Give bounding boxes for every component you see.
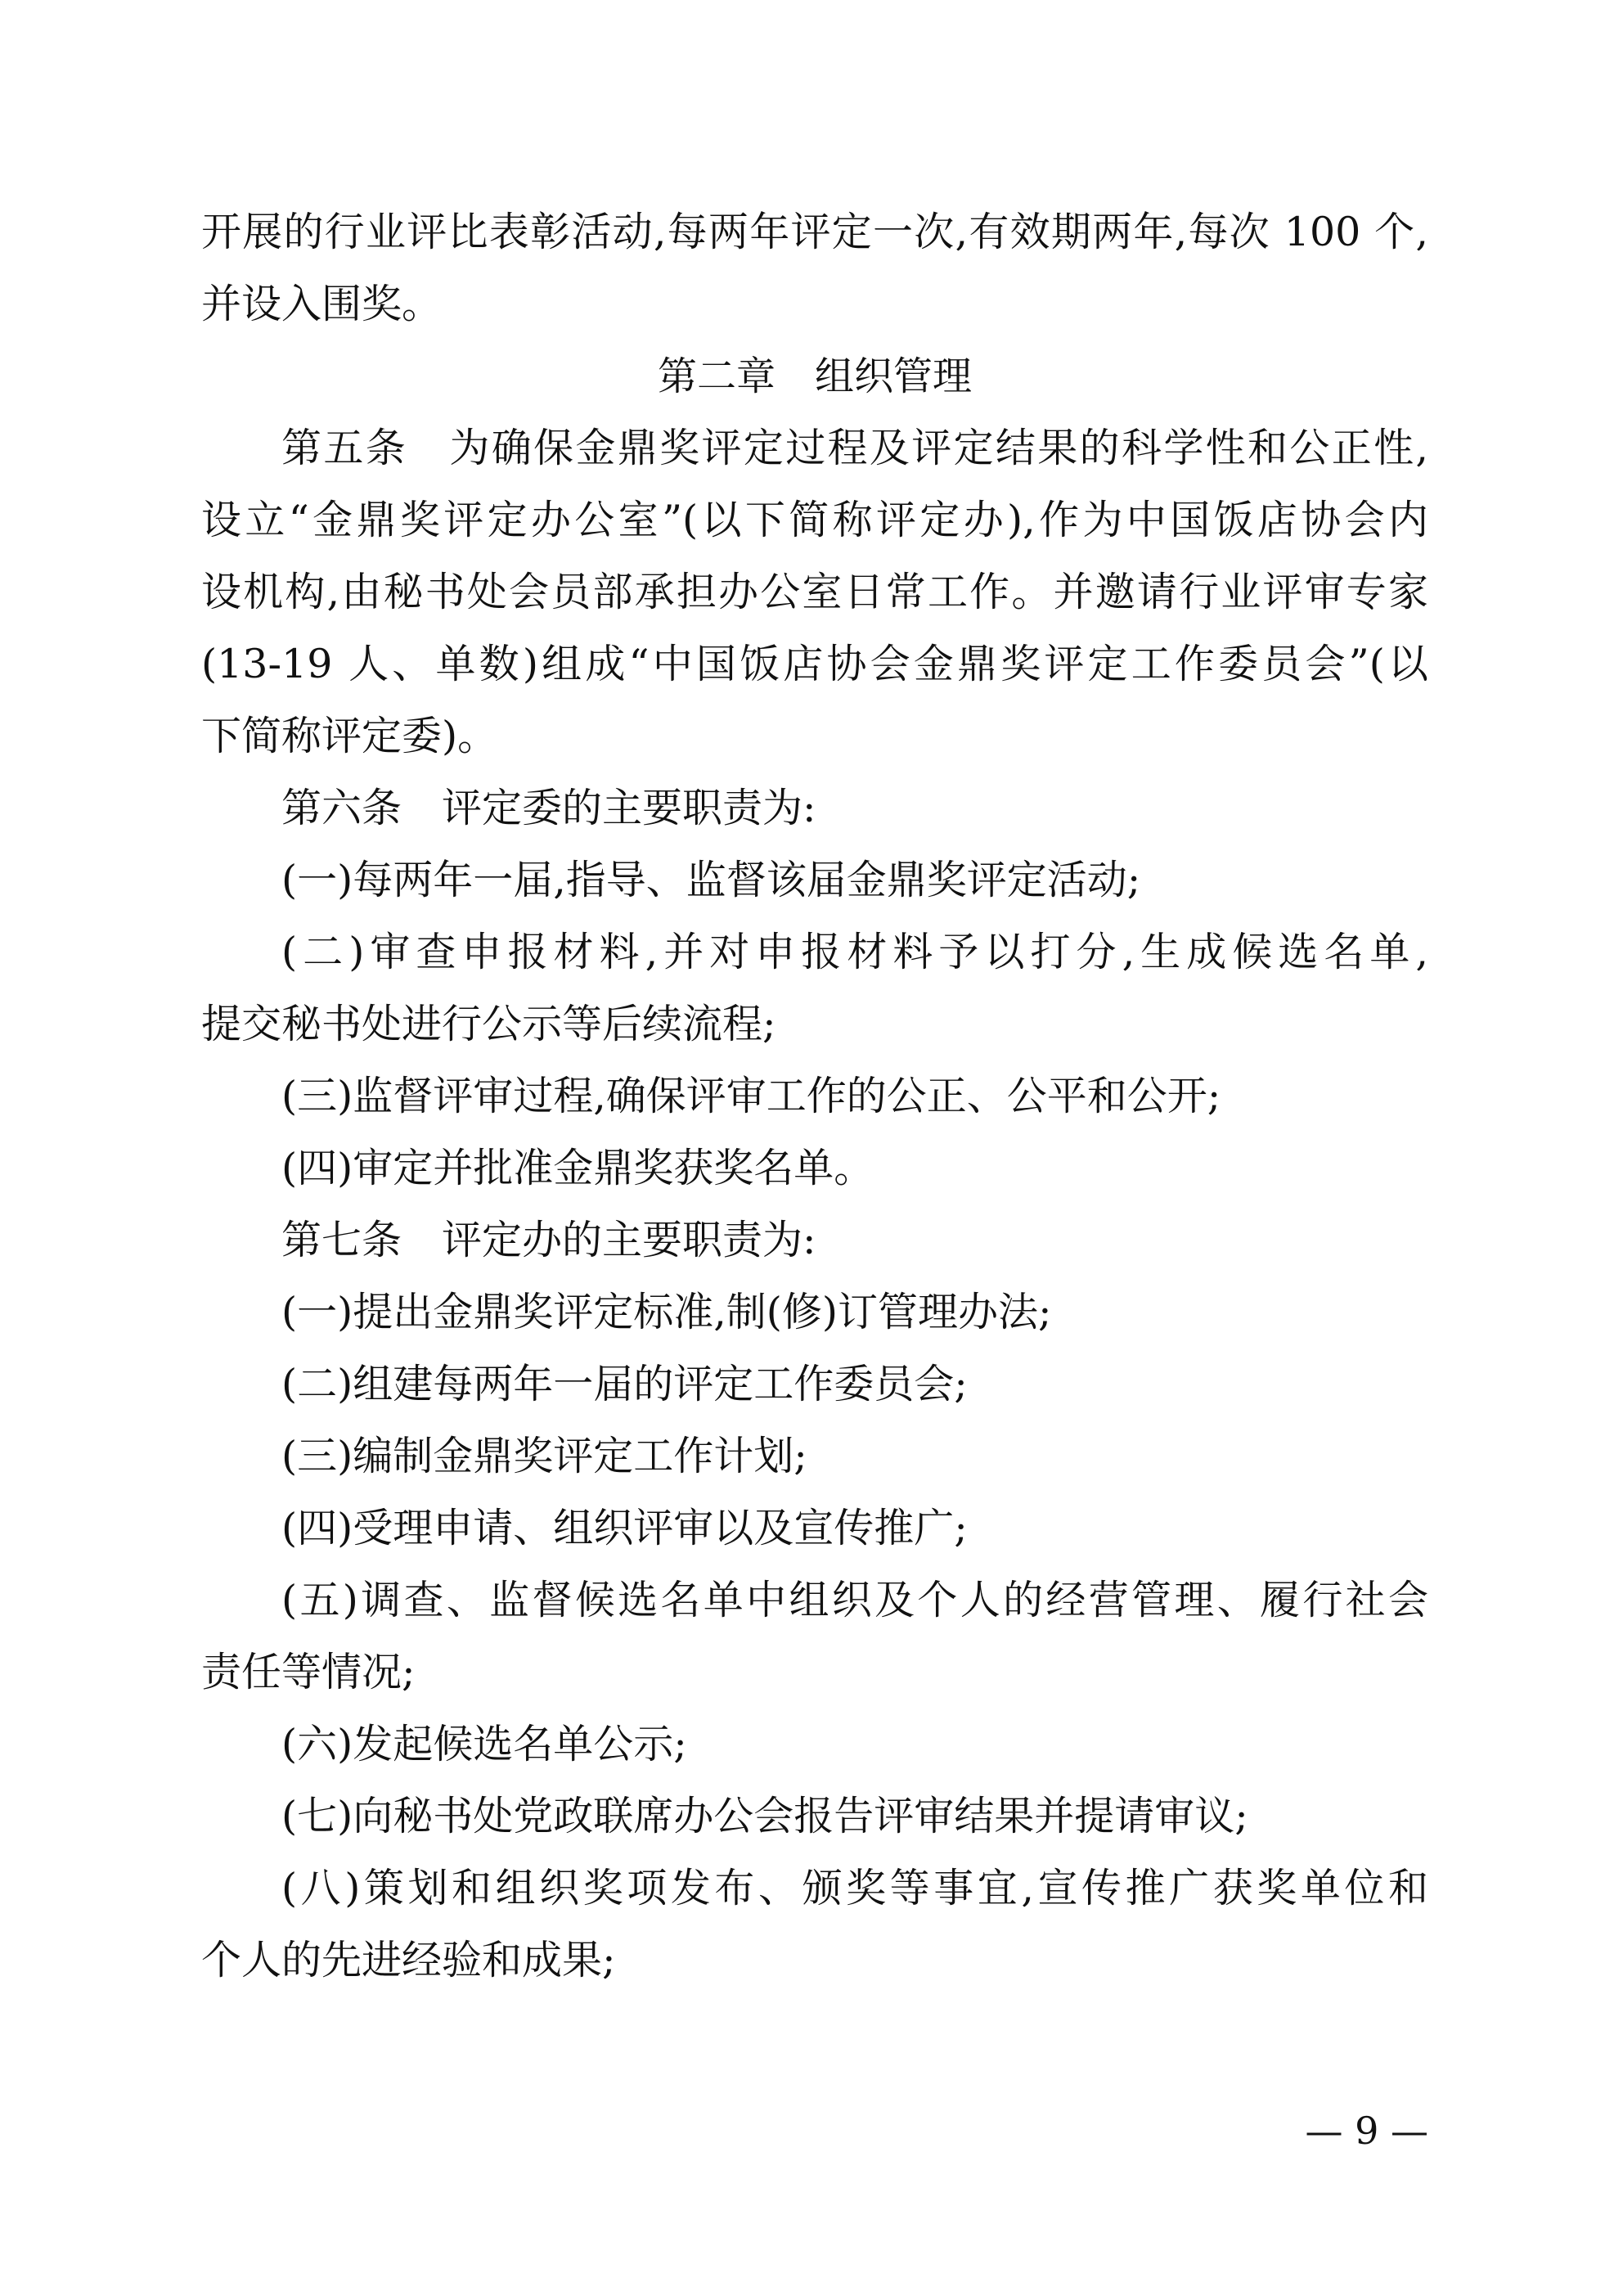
paragraph-line: 并设入围奖。 <box>201 281 443 327</box>
article-7-item: (六)发起候选名单公示; <box>281 1721 687 1767</box>
chapter-title: 第二章 组织管理 <box>657 353 972 399</box>
article-7-item: 责任等情况; <box>201 1649 416 1695</box>
article-6-title: 第六条 评定委的主要职责为: <box>281 785 816 831</box>
article-7-item: (三)编制金鼎奖评定工作计划; <box>281 1433 807 1479</box>
article-6-item: (三)监督评审过程,确保评审工作的公正、公平和公开; <box>281 1073 1221 1119</box>
article-5-line: 设机构,由秘书处会员部承担办公室日常工作。并邀请行业评审专家 <box>201 569 1428 615</box>
article-7-item: (一)提出金鼎奖评定标准,制(修)订管理办法; <box>281 1289 1052 1335</box>
article-6-item: (一)每两年一届,指导、监督该届金鼎奖评定活动; <box>281 857 1141 903</box>
article-7-title: 第七条 评定办的主要职责为: <box>281 1217 816 1263</box>
article-6-item: 提交秘书处进行公示等后续流程; <box>201 1001 776 1047</box>
article-6-item: (四)审定并批准金鼎奖获奖名单。 <box>281 1145 874 1191</box>
article-7-item: (七)向秘书处党政联席办公会报告评审结果并提请审议; <box>281 1793 1248 1839</box>
article-6-item: (二)审查申报材料,并对申报材料予以打分,生成候选名单, <box>281 929 1428 975</box>
page-number: — 9 — <box>1305 2109 1428 2153</box>
article-5-line: 设立“金鼎奖评定办公室”(以下简称评定办),作为中国饭店协会内 <box>201 497 1428 543</box>
article-7-item: (五)调查、监督候选名单中组织及个人的经营管理、履行社会 <box>281 1577 1428 1623</box>
article-7-item: (四)受理申请、组织评审以及宣传推广; <box>281 1505 968 1551</box>
document-body <box>201 196 1428 1997</box>
paragraph-line: 开展的行业评比表彰活动,每两年评定一次,有效期两年,每次 100 个, <box>201 209 1428 255</box>
article-5-line: 下简称评定委)。 <box>201 713 498 759</box>
article-7-item: 个人的先进经验和成果; <box>201 1937 616 1983</box>
article-7-item: (八)策划和组织奖项发布、颁奖等事宜,宣传推广获奖单位和 <box>281 1865 1428 1911</box>
article-5-line: 第五条 为确保金鼎奖评定过程及评定结果的科学性和公正性, <box>281 425 1428 471</box>
article-7-item: (二)组建每两年一届的评定工作委员会; <box>281 1361 968 1407</box>
article-5-line: (13-19 人、单数)组成“中国饭店协会金鼎奖评定工作委员会”(以 <box>201 641 1428 687</box>
